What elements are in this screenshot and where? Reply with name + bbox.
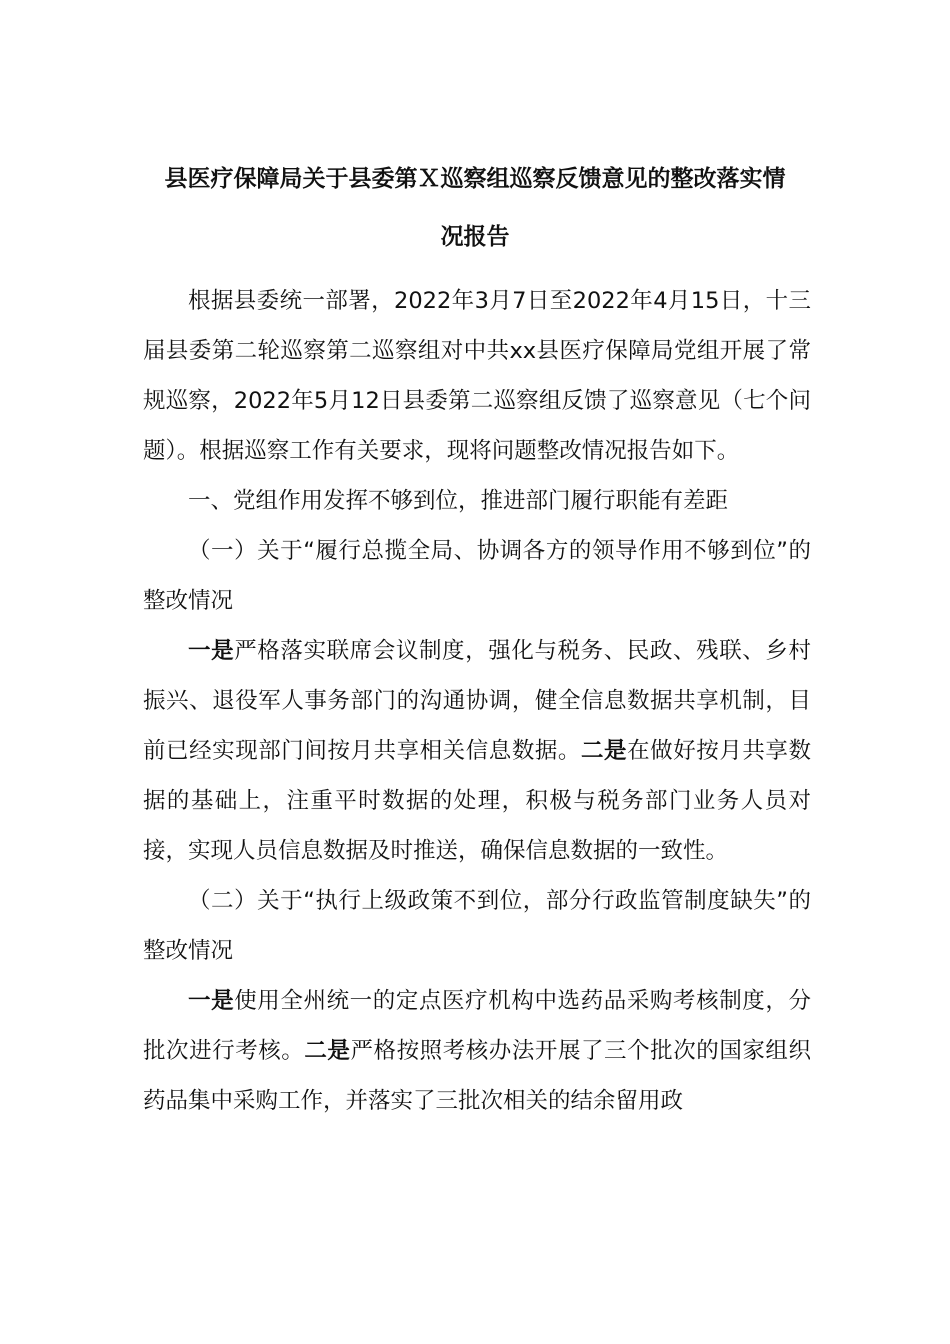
title-line-2: 况报告 xyxy=(440,224,510,250)
subsection-1-heading: （一）关于“履行总揽全局、协调各方的领导作用不够到位”的整改情况 xyxy=(143,538,811,614)
paragraph-text: 使用全州统一的定点医疗机构中选药品采购考核制度，分批次进行考核。 xyxy=(143,988,811,1064)
lead-label: 一是 xyxy=(188,638,235,664)
intro-paragraph: 根据县委统一部署，2022年3月7日至2022年4月15日，十三届县委第二轮巡察第二巡察组对中共xx县医疗保障局党组开展了常规巡察，2022年5月12日县委第二巡察组反馈了巡察意见（七个问题）。根据巡察工作有关要求，现将问题整改情况报告如下。 xyxy=(143,288,811,464)
lead-label: 一是 xyxy=(188,988,235,1014)
paragraph-text: 严格落实联席会议制度，强化与税务、民政、残联、乡村振兴、退役军人事务部门的沟通协调，健全信息数据共享机制，目前已经实现部门间按月共享相关信息数据。 xyxy=(143,638,811,764)
document-body xyxy=(143,276,811,1126)
subsection-2-paragraph xyxy=(143,976,811,1126)
paragraph-text: 在做好按月共享数据的基础上，注重平时数据的处理，积极与税务部门业务人员对接，实现人员信息数据及时推送，确保信息数据的一致性。 xyxy=(143,738,811,864)
paragraph-text: 严格按照考核办法开展了三个批次的国家组织药品集中采购工作，并落实了三批次相关的结余留用政 xyxy=(143,1038,811,1114)
title-line-1: 县医疗保障局关于县委第Ｘ巡察组巡察反馈意见的整改落实情 xyxy=(164,166,786,192)
document-title xyxy=(120,150,830,266)
lead-label: 二是 xyxy=(304,1038,351,1064)
subsection-1-paragraph xyxy=(143,626,811,876)
subsection-2-heading: （二）关于“执行上级政策不到位，部分行政监管制度缺失”的整改情况 xyxy=(143,888,811,964)
lead-label: 二是 xyxy=(581,738,628,764)
section-1-heading: 一、党组作用发挥不够到位，推进部门履行职能有差距 xyxy=(188,488,729,514)
